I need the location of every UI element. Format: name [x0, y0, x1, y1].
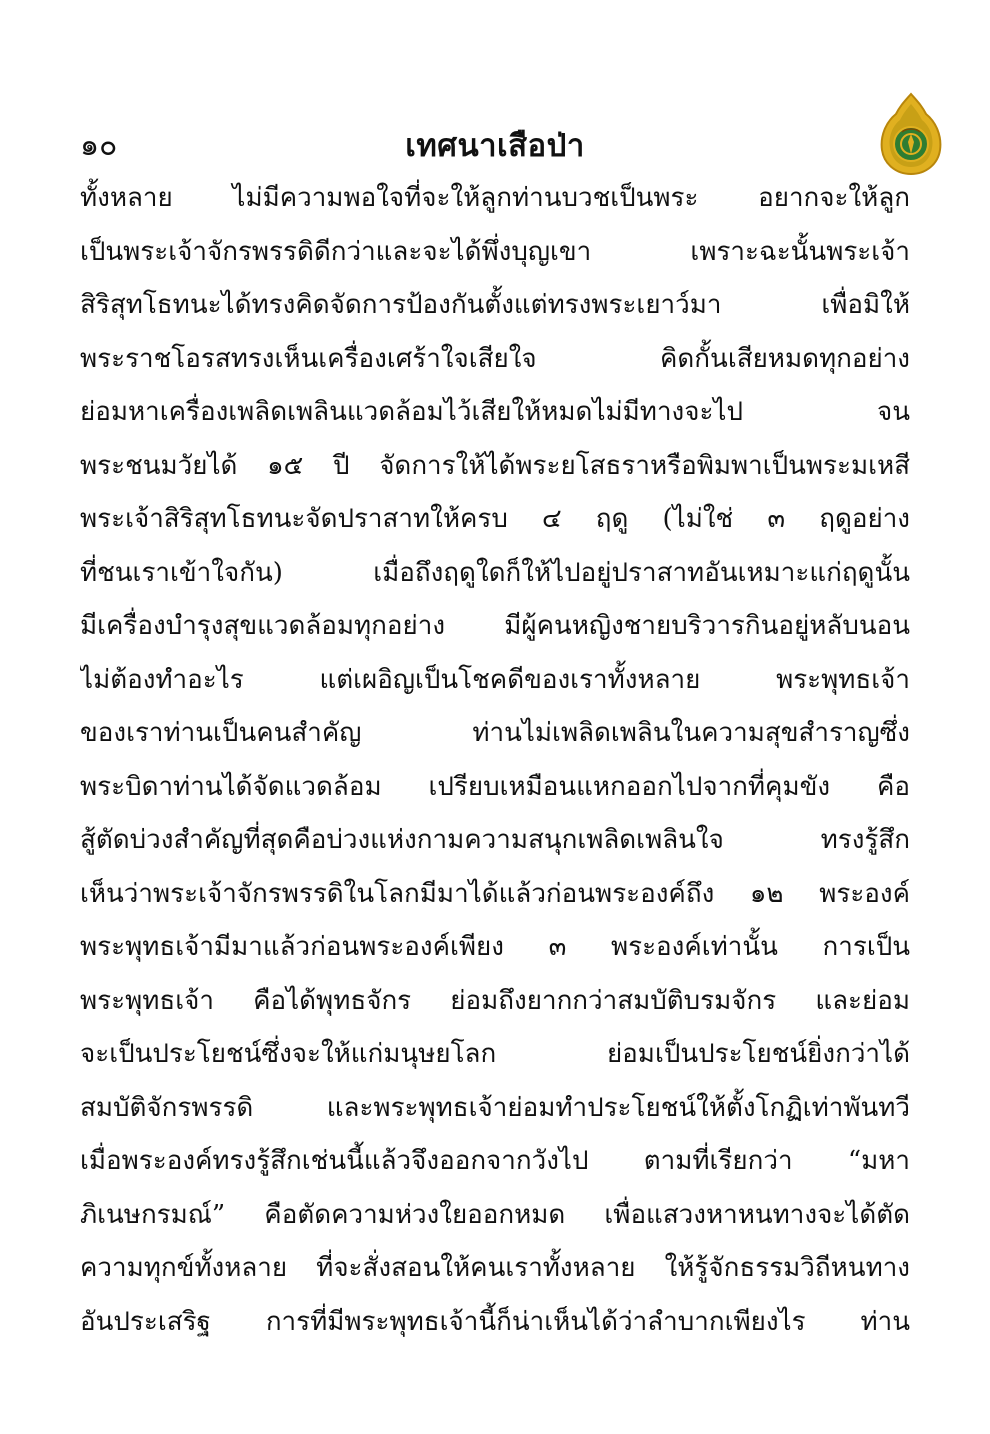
text-line: จะเป็นประโยชน์ซึ่งจะให้แก่มนุษยโลก ย่อมเป็นประโยชน์ยิ่งกว่าได้	[80, 1039, 910, 1069]
page-header	[80, 126, 910, 170]
text-line: ทั้งหลาย ไม่มีความพอใจที่จะให้ลูกท่านบวชเป็นพระ อยากจะให้ลูก	[80, 183, 910, 213]
text-line: สู้ตัดบ่วงสำคัญที่สุดคือบ่วงแห่งกามความสนุกเพลิดเพลินใจ ทรงรู้สึก	[80, 825, 910, 855]
text-line: อันประเสริฐ การที่มีพระพุทธเจ้านี้ก็น่าเห็นได้ว่าลำบากเพียงไร ท่าน	[80, 1306, 910, 1337]
body-text	[80, 172, 910, 1349]
text-line: พระพุทธเจ้า คือได้พุทธจักร ย่อมถึงยากกว่าสมบัติบรมจักร และย่อม	[80, 985, 910, 1016]
text-line: สิริสุทโธทนะได้ทรงคิดจัดการป้องกันตั้งแต่ทรงพระเยาว์มา เพื่อมิให้	[80, 290, 910, 320]
text-line: ของเราท่านเป็นคนสำคัญ ท่านไม่เพลิดเพลินในความสุขสำราญซึ่ง	[80, 718, 910, 748]
text-line: เห็นว่าพระเจ้าจักรพรรดิในโลกมีมาได้แล้วก่อนพระองค์ถึง ๑๒ พระองค์	[80, 878, 910, 909]
running-title: เทศนาเสือป่า	[405, 128, 585, 164]
text-line: พระราชโอรสทรงเห็นเครื่องเศร้าใจเสียใจ คิดกั้นเสียหมดทุกอย่าง	[80, 343, 910, 374]
text-line: ที่ชนเราเข้าใจกัน) เมื่อถึงฤดูใดก็ให้ไปอยู่ปราสาทอันเหมาะแก่ฤดูนั้น	[80, 557, 910, 588]
page-number: ๑๐	[80, 128, 118, 163]
text-line: เมื่อพระองค์ทรงรู้สึกเช่นนี้แล้วจึงออกจากวังไป ตามที่เรียกว่า “มหา	[80, 1146, 910, 1176]
text-line: ความทุกข์ทั้งหลาย ที่จะสั่งสอนให้คนเราทั้งหลาย ให้รู้จักธรรมวิถีหนทาง	[80, 1253, 910, 1283]
text-line: พระพุทธเจ้ามีมาแล้วก่อนพระองค์เพียง ๓ พระองค์เท่านั้น การเป็น	[80, 932, 910, 962]
text-line: เป็นพระเจ้าจักรพรรดิดีกว่าและจะได้พึ่งบุญเขา เพราะฉะนั้นพระเจ้า	[80, 236, 910, 267]
royal-emblem-seal-icon	[876, 92, 946, 176]
text-line: มีเครื่องบำรุงสุขแวดล้อมทุกอย่าง มีผู้คนหญิงชายบริวารกินอยู่หลับนอน	[80, 611, 910, 641]
text-line: พระบิดาท่านได้จัดแวดล้อม เปรียบเหมือนแหกออกไปจากที่คุมขัง คือ	[80, 771, 910, 802]
text-line: พระชนมวัยได้ ๑๕ ปี จัดการให้ได้พระยโสธราหรือพิมพาเป็นพระมเหสี	[80, 450, 910, 481]
text-line: สมบัติจักรพรรดิ และพระพุทธเจ้าย่อมทำประโยชน์ให้ตั้งโกฏิเท่าพันทวี	[80, 1092, 910, 1123]
text-line: พระเจ้าสิริสุทโธทนะจัดปราสาทให้ครบ ๔ ฤดู (ไม่ใช่ ๓ ฤดูอย่าง	[80, 504, 910, 534]
text-line: ภิเนษกรมณ์” คือตัดความห่วงใยออกหมด เพื่อแสวงหาหนทางจะได้ตัด	[80, 1199, 910, 1230]
text-line: ไม่ต้องทำอะไร แต่เผอิญเป็นโชคดีของเราทั้งหลาย พระพุทธเจ้า	[80, 664, 910, 695]
text-line: ย่อมหาเครื่องเพลิดเพลินแวดล้อมไว้เสียให้หมดไม่มีทางจะไป จน	[80, 397, 910, 427]
